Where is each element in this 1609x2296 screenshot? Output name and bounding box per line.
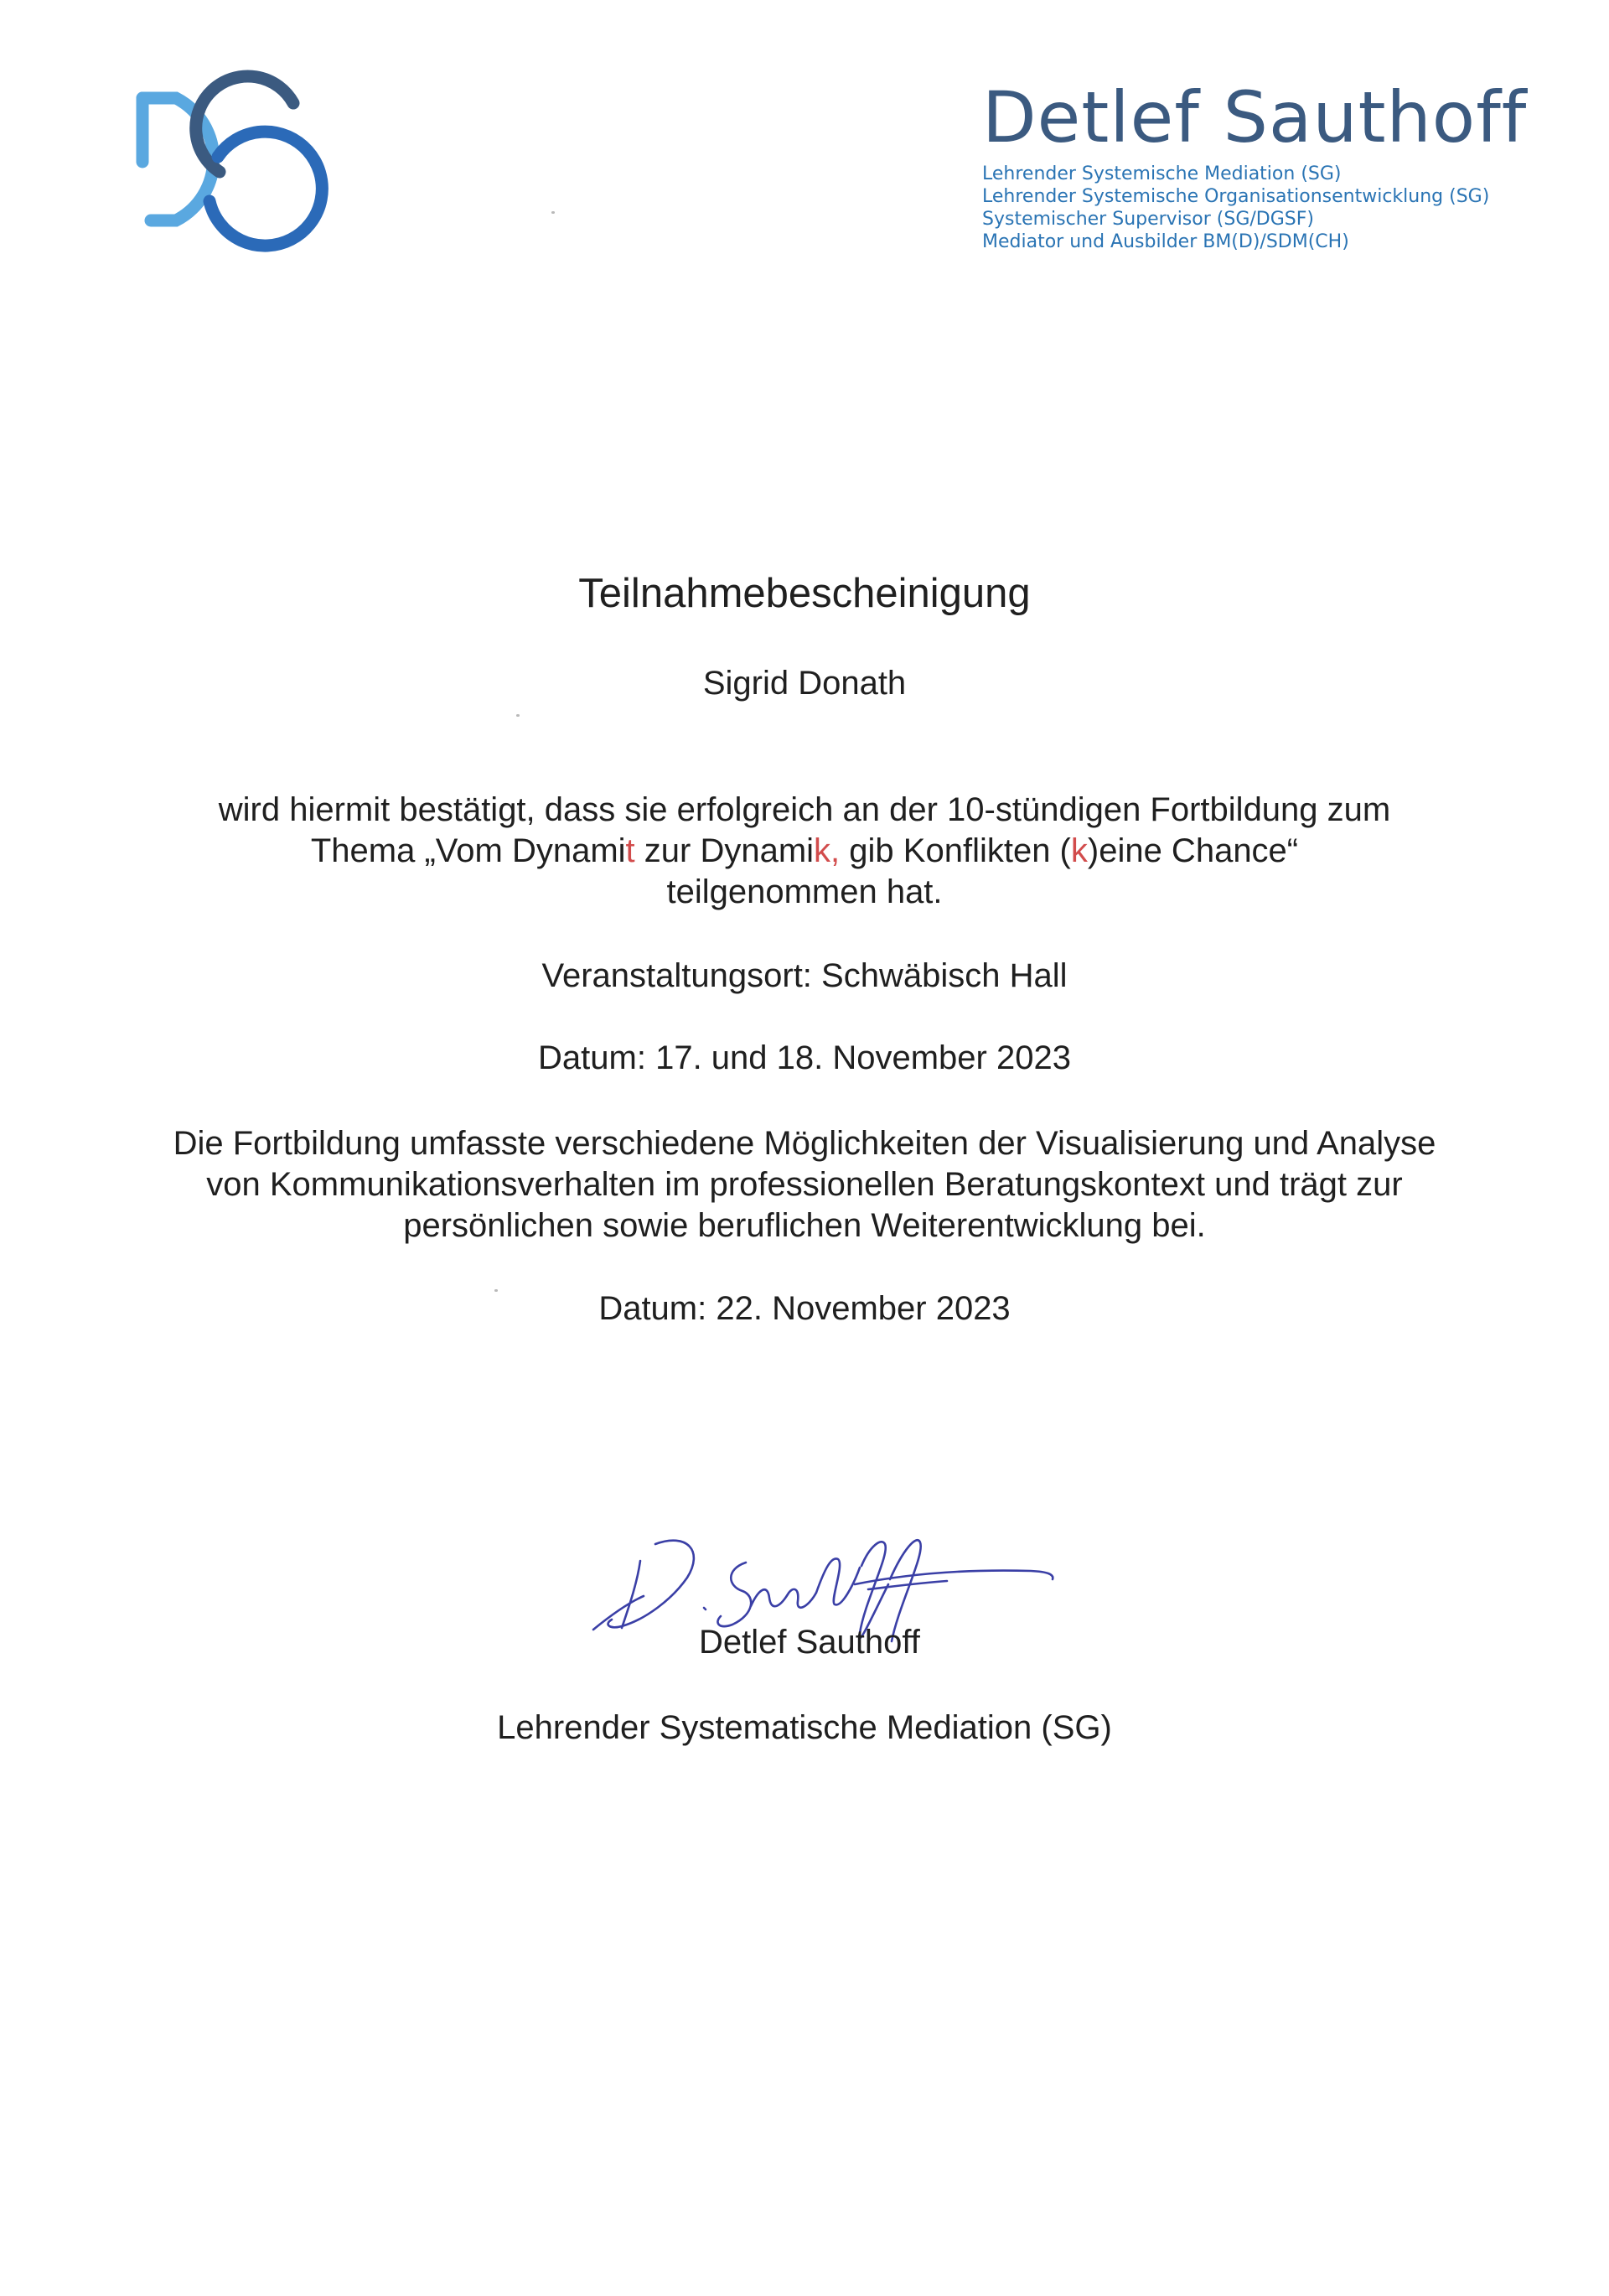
letterhead-qualifications [982, 163, 1569, 253]
description-paragraph [0, 1123, 1609, 1246]
topic-text: zur Dynami [634, 832, 815, 869]
topic-text: )eine Chance“ [1087, 832, 1299, 869]
topic-highlight: t [625, 832, 635, 869]
certificate-title: Teilnahmebescheinigung [578, 571, 1031, 616]
scan-speck [551, 211, 555, 214]
letterhead-line: Lehrender Systemische Mediation (SG) [982, 163, 1342, 184]
ds-logo-icon [126, 63, 344, 256]
letterhead-line: Lehrender Systemische Organisationsentwicklung (SG) [982, 186, 1490, 207]
description-line: persönlichen sowie beruflichen Weiterentwicklung bei. [403, 1207, 1206, 1244]
scan-speck [516, 714, 520, 717]
scan-speck [494, 1289, 498, 1292]
letterhead-name: Detlef Sauthoff [982, 76, 1528, 158]
confirmation-line-1: wird hiermit bestätigt, dass sie erfolgreich an der 10-stündigen Fortbildung zum [218, 791, 1391, 828]
issue-date: Datum: 22. November 2023 [598, 1290, 1011, 1327]
confirmation-paragraph [0, 790, 1609, 913]
participant-name: Sigrid Donath [702, 665, 907, 702]
letterhead [982, 77, 1569, 253]
event-date: Datum: 17. und 18. November 2023 [538, 1039, 1071, 1076]
signer-name: Detlef Sauthoff [699, 1624, 920, 1661]
confirmation-line-3: teilgenommen hat. [666, 873, 943, 910]
topic-text: Thema „Vom Dynami [310, 832, 626, 869]
topic-highlight: k, [814, 832, 841, 869]
event-location: Veranstaltungsort: Schwäbisch Hall [541, 957, 1068, 994]
letterhead-line: Systemischer Supervisor (SG/DGSF) [982, 209, 1314, 230]
topic-highlight: k [1070, 832, 1088, 869]
topic-text: gib Konflikten ( [840, 832, 1071, 869]
description-line: von Kommunikationsverhalten im professionellen Beratungskontext und trägt zur [206, 1166, 1403, 1203]
letterhead-line: Mediator und Ausbilder BM(D)/SDM(CH) [982, 231, 1349, 252]
signer-role: Lehrender Systematische Mediation (SG) [497, 1709, 1112, 1746]
description-line: Die Fortbildung umfasste verschiedene Möglichkeiten der Visualisierung und Analyse [173, 1125, 1436, 1162]
confirmation-line-2 [0, 831, 1609, 872]
